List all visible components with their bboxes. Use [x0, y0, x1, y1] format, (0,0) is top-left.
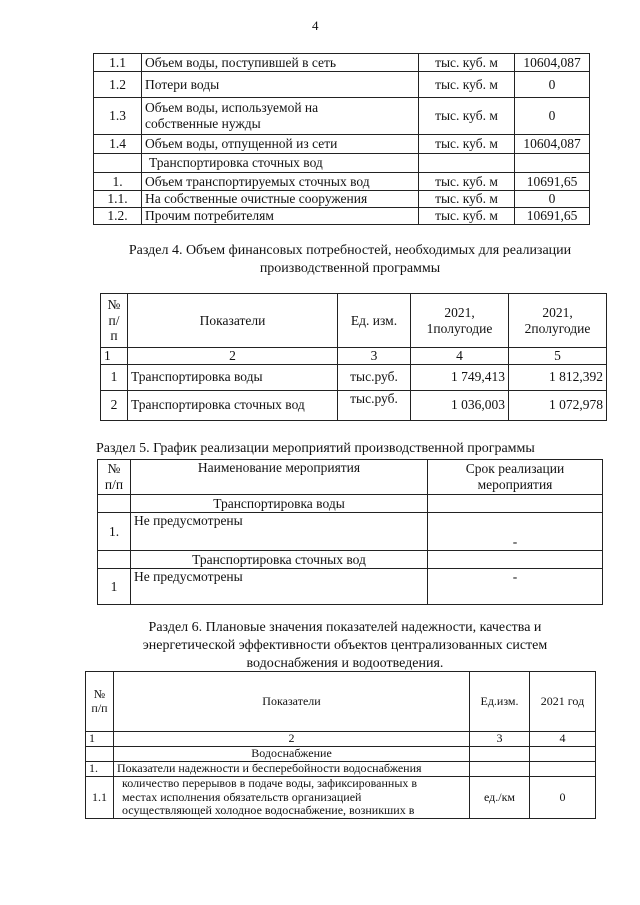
table-section-row [94, 154, 590, 173]
header-first-half [411, 294, 509, 348]
header-number-line: № [107, 461, 121, 477]
row-number: 1.4 [94, 135, 142, 154]
table-row [94, 208, 590, 225]
row-second-half: 1 812,392 [509, 364, 607, 390]
section5-title: Раздел 5. График реализации мероприятий производственной программы [96, 441, 535, 456]
section6-title-line: водоснабжения и водоотведения. [246, 656, 444, 672]
index-cell: 1 [101, 348, 128, 365]
row-value: 0 [530, 776, 596, 818]
section-label: Транспортировка сточных вод [142, 154, 419, 173]
header-line: мероприятия [477, 477, 553, 492]
row-term: - [428, 513, 603, 551]
row-name [142, 98, 419, 135]
row-number: 1.1. [94, 191, 142, 208]
index-cell: 5 [509, 348, 607, 365]
header-line: 2021, [444, 304, 475, 320]
table-row [94, 72, 590, 98]
row-term: - [428, 569, 603, 605]
header-number-line: № [93, 686, 106, 701]
header-unit: Ед. изм. [338, 294, 411, 348]
row-number: 1 [101, 364, 128, 390]
row-name-line: собственные нужды [145, 116, 261, 131]
row-unit: тыс. куб. м [419, 72, 515, 98]
table-row [98, 513, 603, 551]
row-unit: ед./км [470, 776, 530, 818]
financial-needs-table [100, 293, 607, 421]
row-unit: тыс. куб. м [419, 208, 515, 225]
table-row [86, 776, 596, 818]
header-line: 1полугодие [426, 320, 493, 336]
row-unit: тыс. куб. м [419, 191, 515, 208]
row-number: 1.1 [86, 776, 114, 818]
row-unit: тыс.руб. [338, 390, 411, 420]
row-second-half: 1 072,978 [509, 390, 607, 420]
row-unit: тыс. куб. м [419, 54, 515, 72]
index-cell: 3 [470, 732, 530, 747]
header-number [101, 294, 128, 348]
section4-title-line: Раздел 4. Объем финансовых потребностей, необходимых для реализации [128, 243, 572, 258]
row-number: 1. [86, 761, 114, 776]
section4-title [90, 242, 610, 278]
section-label: Транспортировка сточных вод [131, 551, 428, 569]
section4-title-line: производственной программы [259, 261, 441, 277]
water-volume-table [93, 53, 590, 225]
header-line: 2полугодие [524, 320, 591, 336]
table-section-row [98, 495, 603, 513]
row-value: 0 [515, 72, 590, 98]
table-index-row [101, 348, 607, 365]
row-first-half: 1 036,003 [411, 390, 509, 420]
section6-title [110, 619, 580, 674]
row-name-line: количество перерывов в подаче воды, зафиксированных в [122, 776, 418, 790]
header-line: Срок реализации [465, 461, 565, 477]
row-name: Транспортировка сточных вод [128, 390, 338, 420]
section6-title-line: Раздел 6. Плановые значения показателей надежности, качества и [148, 620, 542, 635]
table-index-row [86, 732, 596, 747]
header-number-line: п [110, 328, 118, 344]
row-number: 1. [98, 513, 131, 551]
header-number-line: п/п [91, 700, 108, 715]
row-unit: тыс. куб. м [419, 135, 515, 154]
table-row [98, 569, 603, 605]
row-name: Объем воды, поступившей в сеть [142, 54, 419, 72]
index-cell: 4 [530, 732, 596, 747]
activities-schedule-table [97, 459, 603, 605]
header-number-line: № [107, 297, 121, 313]
row-value: 0 [515, 191, 590, 208]
row-name: Транспортировка воды [128, 364, 338, 390]
reliability-indicators-table [85, 671, 596, 819]
row-number: 1.1 [94, 54, 142, 72]
row-name: Показатели надежности и бесперебойности водоснабжения [114, 761, 470, 776]
row-name: Не предусмотрены [131, 513, 428, 551]
table-section-row [86, 746, 596, 761]
header-year: 2021 год [530, 672, 596, 732]
row-number: 1 [98, 569, 131, 605]
header-number-line: п/ [108, 312, 120, 328]
index-cell: 4 [411, 348, 509, 365]
section-label: Водоснабжение [114, 746, 470, 761]
row-value: 10691,65 [515, 173, 590, 191]
index-cell: 2 [128, 348, 338, 365]
table-header-row [101, 294, 607, 348]
row-name: Прочим потребителям [142, 208, 419, 225]
row-first-half: 1 749,413 [411, 364, 509, 390]
index-cell: 2 [114, 732, 470, 747]
table-header-row [86, 672, 596, 732]
row-number: 2 [101, 390, 128, 420]
row-name: На собственные очистные сооружения [142, 191, 419, 208]
row-name: Объем транспортируемых сточных вод [142, 173, 419, 191]
row-value: 0 [515, 98, 590, 135]
table-row [101, 390, 607, 420]
row-name: Не предусмотрены [131, 569, 428, 605]
row-value: 10604,087 [515, 135, 590, 154]
index-cell: 1 [86, 732, 114, 747]
index-cell: 3 [338, 348, 411, 365]
row-name-line: Объем воды, используемой на [145, 100, 319, 116]
row-unit: тыс.руб. [338, 364, 411, 390]
row-name: Объем воды, отпущенной из сети [142, 135, 419, 154]
table-row [94, 135, 590, 154]
table-header-row [98, 460, 603, 495]
header-indicator: Показатели [114, 672, 470, 732]
table-row [94, 173, 590, 191]
row-name [114, 776, 470, 818]
row-number: 1.3 [94, 98, 142, 135]
row-number: 1. [94, 173, 142, 191]
header-line: 2021, [542, 304, 573, 320]
header-unit: Ед.изм. [470, 672, 530, 732]
table-row [86, 761, 596, 776]
header-number-line: п/п [104, 477, 124, 492]
header-number [98, 460, 131, 495]
row-name-line: местах исполнения обязательств организацией [122, 789, 362, 804]
row-unit: тыс. куб. м [419, 98, 515, 135]
section6-title-line: энергетической эффективности объектов централизованных систем [142, 638, 548, 654]
table-row [94, 98, 590, 135]
table-section-row [98, 551, 603, 569]
row-number: 1.2. [94, 208, 142, 225]
header-activity-name: Наименование мероприятия [131, 460, 428, 495]
header-term [428, 460, 603, 495]
row-number: 1.2 [94, 72, 142, 98]
table-row [94, 191, 590, 208]
row-value: 10691,65 [515, 208, 590, 225]
table-row [101, 364, 607, 390]
header-indicator: Показатели [128, 294, 338, 348]
row-unit: тыс. куб. м [419, 173, 515, 191]
header-number [86, 672, 114, 732]
row-value: 10604,087 [515, 54, 590, 72]
header-second-half [509, 294, 607, 348]
row-name-line: осуществляющей холодное водоснабжение, возникших в [122, 803, 415, 818]
row-name: Потери воды [142, 72, 419, 98]
section-label: Транспортировка воды [131, 495, 428, 513]
table-row [94, 54, 590, 72]
page-number: 4 [312, 18, 319, 33]
